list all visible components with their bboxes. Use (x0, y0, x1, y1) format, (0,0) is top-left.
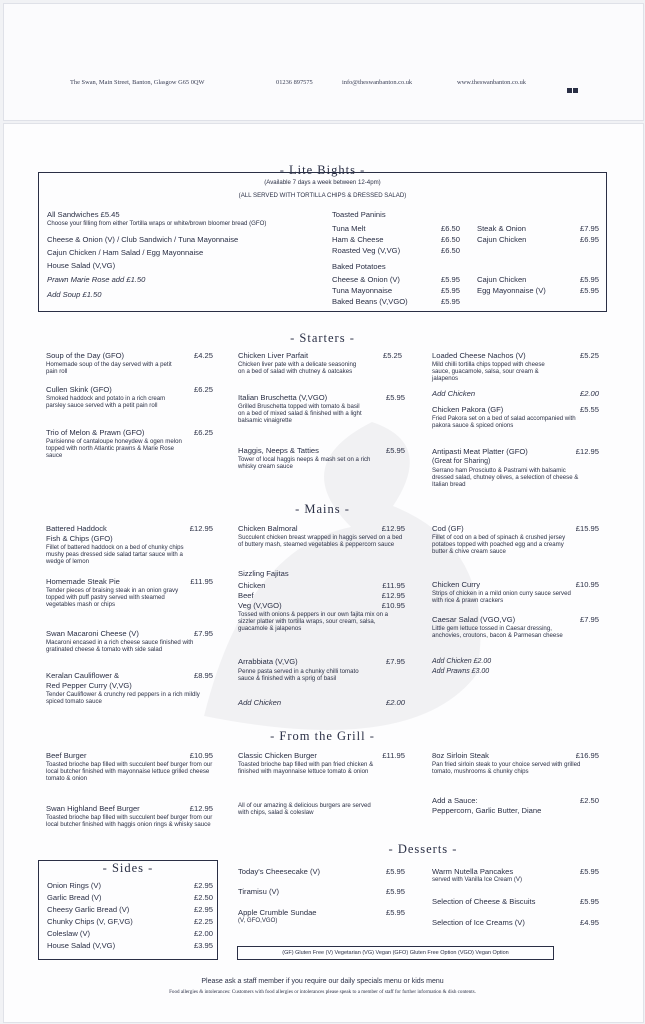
menu-item: Homemade Steak Pie (46, 577, 120, 586)
menu-desc: Fillet of battered haddock on a bed of chunky chips mushy peas dressed side salad tartar sauce with a wedge of lemon (46, 544, 184, 565)
sandwich-line2: Cajun Chicken / Ham Salad / Egg Mayonnaise (47, 248, 204, 257)
menu-price: £7.95 (579, 615, 599, 624)
sandwich-note: Choose your filling from either Tortilla wraps or white/brown bloomer bread (GFO) (47, 220, 267, 227)
menu-item: Soup of the Day (GFO) (46, 351, 125, 360)
footer-specials: Please ask a staff member if you require our daily specials menu or kids menu (201, 978, 444, 985)
menu-item: Antipasti Meat Platter (GFO) (432, 447, 528, 456)
menu-item: Italian Bruschetta (V,VGO) (238, 393, 328, 402)
menu-price: £7.95 (193, 629, 213, 638)
menu-price: £5.95 (385, 393, 405, 402)
menu-item: Swan Highland Beef Burger (46, 804, 140, 813)
panini-price: £6.95 (579, 235, 599, 244)
menu-price: £5.25 (382, 351, 402, 360)
dessert-item: Tiramisu (V) (238, 887, 280, 896)
dessert-price: £4.95 (579, 918, 599, 927)
dessert-price: £5.95 (385, 908, 405, 917)
menu-item: Keralan Cauliflower & (46, 671, 120, 680)
menu-item: 8oz Sirloin Steak (432, 751, 489, 760)
menu-item: Haggis, Neeps & Tatties (238, 446, 319, 455)
menu-desc: Parisienne of cantaloupe honeydew & ogen melon topped with north Atlantic prawns & Marie Rose sauce (46, 438, 182, 459)
panini-item: Steak & Onion (477, 224, 526, 233)
facebook-icon (567, 88, 572, 93)
menu-item: Red Pepper Curry (V,VG) (46, 681, 132, 690)
website: www.theswanbanton.co.uk (457, 79, 526, 86)
menu-desc: Mild chilli tortilla chips topped with cheese sauce, guacamole, salsa, sour cream & jalapenos (432, 361, 545, 382)
menu-desc: Strips of chicken in a mild onion curry sauce served with rice & prawn crackers (432, 590, 571, 604)
dessert-item: Warm Nutella Pancakes (432, 867, 514, 876)
menu-item: Classic Chicken Burger (238, 751, 317, 760)
potato-item: Cajun Chicken (477, 275, 527, 284)
menu-desc: Tender pieces of braising steak in an onion gravy topped with puff pastry served with steamed vegetables mash or chips (46, 587, 179, 608)
dessert-tag: served with Vanilla Ice Cream (V) (432, 876, 522, 883)
grill-title: - From the Grill - (270, 729, 375, 743)
menu-item: Battered Haddock (46, 524, 107, 533)
starters-title: - Starters - (290, 331, 355, 345)
menu-item: Chicken Curry (432, 580, 481, 589)
panini-price: £6.50 (440, 235, 460, 244)
menu-addon: Add Chicken (432, 389, 476, 398)
dessert-price: £5.95 (385, 867, 405, 876)
potato-item: Tuna Mayonnaise (332, 286, 393, 295)
address: The Swan, Main Street, Banton, Glasgow G65 0QW (70, 79, 205, 86)
menu-item: Loaded Cheese Nachos (V) (432, 351, 526, 360)
phone: 01236 897575 (276, 79, 313, 86)
side-price: £3.95 (193, 941, 213, 950)
menu-desc: Tender Cauliflower & crunchy red peppers in a rich mildly spiced tomato sauce (46, 691, 200, 705)
menu-addon: Add Chicken £2.00 (432, 658, 492, 665)
sides-title: - Sides - (102, 861, 154, 875)
menu-desc: Homemade soup of the day served with a petit pain roll (46, 361, 172, 375)
menu-item-sub: (Great for Sharing) (432, 458, 491, 465)
potatoes-heading: Baked Potatoes (332, 262, 386, 271)
menu-price: £12.95 (189, 804, 213, 813)
menu-desc: Pan fried sirloin steak to your choice served with grilled tomato, mushrooms & chunky chips (432, 761, 581, 775)
menu-item: Beef (238, 591, 254, 600)
dessert-price: £5.95 (385, 887, 405, 896)
menu-desc: Chicken liver pate with a delicate seasoning on a bed of salad with chutney & oatcakes (238, 361, 357, 375)
menu-price: £10.95 (381, 601, 405, 610)
dietary-legend: (GF) Gluten Free (V) Vegetarian (VG) Vegan (GFO) Gluten Free Option (VGO) Vegan Option (237, 946, 554, 960)
menu-addon: Add Chicken (238, 698, 282, 707)
header-card (3, 3, 644, 121)
menu-price: £10.95 (575, 580, 599, 589)
menu-price: £12.95 (381, 524, 405, 533)
menu-item: Trio of Melon & Prawn (GFO) (46, 428, 145, 437)
side-item: Garlic Bread (V) (47, 893, 102, 902)
menu-price: £10.95 (189, 751, 213, 760)
menu-desc: Toasted brioche bap filled with succulent beef burger from our local butcher finished with mayonnaise lettuce grilled cheese tomato & onion (46, 761, 213, 782)
dessert-item: Today's Cheesecake (V) (238, 867, 321, 876)
potato-price: £5.95 (440, 297, 460, 306)
side-price: £2.95 (193, 881, 213, 890)
menu-desc: Tower of local haggis neeps & mash set on a rich whisky cream sauce (238, 456, 371, 470)
potato-item: Baked Beans (V,VGO) (332, 297, 408, 306)
dessert-price: £5.95 (579, 897, 599, 906)
twitter-icon (573, 88, 578, 93)
lite-bights-sub1: (Available 7 days a week between 12-4pm) (264, 179, 381, 186)
sauce-list: Peppercorn, Garlic Butter, Diane (432, 806, 542, 815)
menu-item: Swan Macaroni Cheese (V) (46, 629, 139, 638)
menu-price: £7.95 (385, 657, 405, 666)
menu-price: £15.95 (575, 524, 599, 533)
social-icons (567, 80, 579, 98)
menu-price: £4.25 (193, 351, 213, 360)
menu-price: £8.95 (193, 671, 213, 680)
menu-price: £11.95 (382, 751, 405, 760)
menu-desc: Toasted brioche bap filled with pan fried chicken & finished with mayonnaise lettuce tomato & onion (238, 761, 374, 775)
menu-item: Cod (GF) (432, 524, 464, 533)
menu-price: £16.95 (575, 751, 599, 760)
menu-desc: Toasted brioche bap filled with succulent beef burger from our local butcher finished with haggis onion rings & whisky sauce (46, 814, 213, 828)
menu-item: Beef Burger (46, 751, 87, 760)
menu-item: Arrabbiata (V,VG) (238, 657, 298, 666)
menu-price: £2.00 (385, 698, 405, 707)
potato-item: Egg Mayonnaise (V) (477, 286, 546, 295)
menu-item: Chicken Pakora (GF) (432, 405, 504, 414)
menu-item: Chicken (238, 581, 266, 590)
panini-item: Roasted Veg (V,VG) (332, 246, 401, 255)
menu-price: £6.25 (193, 385, 213, 394)
dessert-item: Apple Crumble Sundae (238, 908, 317, 917)
side-item: Onion Rings (V) (47, 881, 102, 890)
menu-desc: Succulent chicken breast wrapped in haggis served on a bed of buttery mash, steamed vegetables & peppercorn sauce (238, 534, 403, 548)
potato-item: Cheese & Onion (V) (332, 275, 400, 284)
menu-price: £12.95 (575, 447, 599, 456)
footer-allergies: Food allergies & intolerances: Customers with food allergies or intolerances please speak to a member of staff for further information & dish contents. (169, 989, 476, 995)
sandwich-line3: House Salad (V,VG) (47, 261, 116, 270)
menu-item: Chicken Balmoral (238, 524, 298, 533)
dessert-tag: (V, GFO,VGO) (238, 917, 278, 924)
sandwiches-heading: All Sandwiches £5.45 (47, 210, 120, 219)
side-price: £2.50 (193, 893, 213, 902)
menu-price: £5.55 (579, 405, 599, 414)
side-item: Coleslaw (V) (47, 929, 91, 938)
menu-desc: Tossed with onions & peppers in our own fajita mix on a sizzler platter with tortilla wraps, sour cream, salsa, guacamole & jalapenos (238, 611, 389, 632)
sandwich-line5: Add Soup £1.50 (47, 290, 102, 299)
paninis-heading: Toasted Paninis (332, 210, 386, 219)
panini-price: £7.95 (579, 224, 599, 233)
side-item: House Salad (V,VG) (47, 941, 116, 950)
sauce-heading: Add a Sauce: (432, 796, 478, 805)
email: info@theswanbanton.co.uk (342, 79, 413, 86)
potato-price: £5.95 (579, 275, 599, 284)
lite-bights-title: - Lite Bights - (279, 163, 366, 177)
menu-price: £2.50 (579, 796, 599, 805)
dessert-price: £5.95 (579, 867, 599, 876)
side-price: £2.25 (193, 917, 213, 926)
menu-addon: Add Prawns £3.00 (432, 668, 490, 675)
side-price: £2.95 (193, 905, 213, 914)
menu-desc: Penne pasta served in a chunky chilli tomato sauce & finished with a sprig of basil (238, 668, 359, 682)
panini-price: £6.50 (440, 246, 460, 255)
menu-item: Chicken Liver Parfait (238, 351, 309, 360)
menu-desc: Serrano ham Prosciutto & Pastrami with balsamic dressed salad, chutney olives, a selection of cheese & Italian bread (432, 467, 579, 488)
potato-price: £5.95 (440, 275, 460, 284)
menu-desc: Smoked haddock and potato in a rich cream parsley sauce served with a petit pain roll (46, 395, 166, 409)
panini-item: Tuna Melt (332, 224, 366, 233)
potato-price: £5.95 (579, 286, 599, 295)
sandwich-line4: Prawn Marie Rose add £1.50 (47, 275, 146, 284)
desserts-title: - Desserts - (388, 842, 458, 856)
menu-item: Veg (V,VGO) (238, 601, 282, 610)
menu-price: £6.25 (193, 428, 213, 437)
panini-item: Ham & Cheese (332, 235, 384, 244)
panini-price: £6.50 (440, 224, 460, 233)
menu-item: Fish & Chips (GFO) (46, 534, 113, 543)
menu-desc: Macaroni encased in a rich cheese sauce finished with gratinated cheese & tomato with side salad (46, 639, 194, 653)
lite-bights-sub2: (ALL SERVED WITH TORTILLA CHIPS & DRESSED SALAD) (238, 192, 407, 199)
sandwich-line1: Cheese & Onion (V) / Club Sandwich / Tuna Mayonnaise (47, 235, 239, 244)
mains-title: - Mains - (295, 502, 350, 516)
menu-desc: Little gem lettuce tossed in Caesar dressing, anchovies, croutons, bacon & Parmesan cheese (432, 625, 563, 639)
menu-desc: Fillet of cod on a bed of spinach & crushed jersey potatoes topped with poached egg and a creamy butter & chive cream sauce (432, 534, 566, 555)
dessert-item: Selection of Cheese & Biscuits (432, 897, 536, 906)
potato-price: £5.95 (440, 286, 460, 295)
menu-price: £11.95 (382, 581, 405, 590)
menu-price: £2.00 (579, 389, 599, 398)
menu-item: Caesar Salad (VGO,VG) (432, 615, 516, 624)
menu-desc: Fried Pakora set on a bed of salad accompanied with pakora sauce & spiced onions (432, 415, 576, 429)
menu-price: £5.95 (385, 446, 405, 455)
dessert-item: Selection of Ice Creams (V) (432, 918, 525, 927)
fajitas-heading: Sizzling Fajitas (238, 569, 289, 578)
menu-price: £12.95 (189, 524, 213, 533)
menu-desc: Grilled Bruschetta topped with tomato & basil on a bed of mixed salad & finished with a light balsamic vinaigrette (238, 403, 362, 424)
side-price: £2.00 (193, 929, 213, 938)
menu-price: £12.95 (381, 591, 405, 600)
side-item: Chunky Chips (V, GF,VG) (47, 917, 133, 926)
side-item: Cheesy Garlic Bread (V) (47, 905, 130, 914)
menu-price: £11.95 (190, 577, 213, 586)
menu-item: Cullen Skink (GFO) (46, 385, 112, 394)
panini-item: Cajun Chicken (477, 235, 527, 244)
burger-note: All of our amazing & delicious burgers are served with chips, salad & coleslaw (238, 802, 371, 816)
menu-price: £5.25 (579, 351, 599, 360)
